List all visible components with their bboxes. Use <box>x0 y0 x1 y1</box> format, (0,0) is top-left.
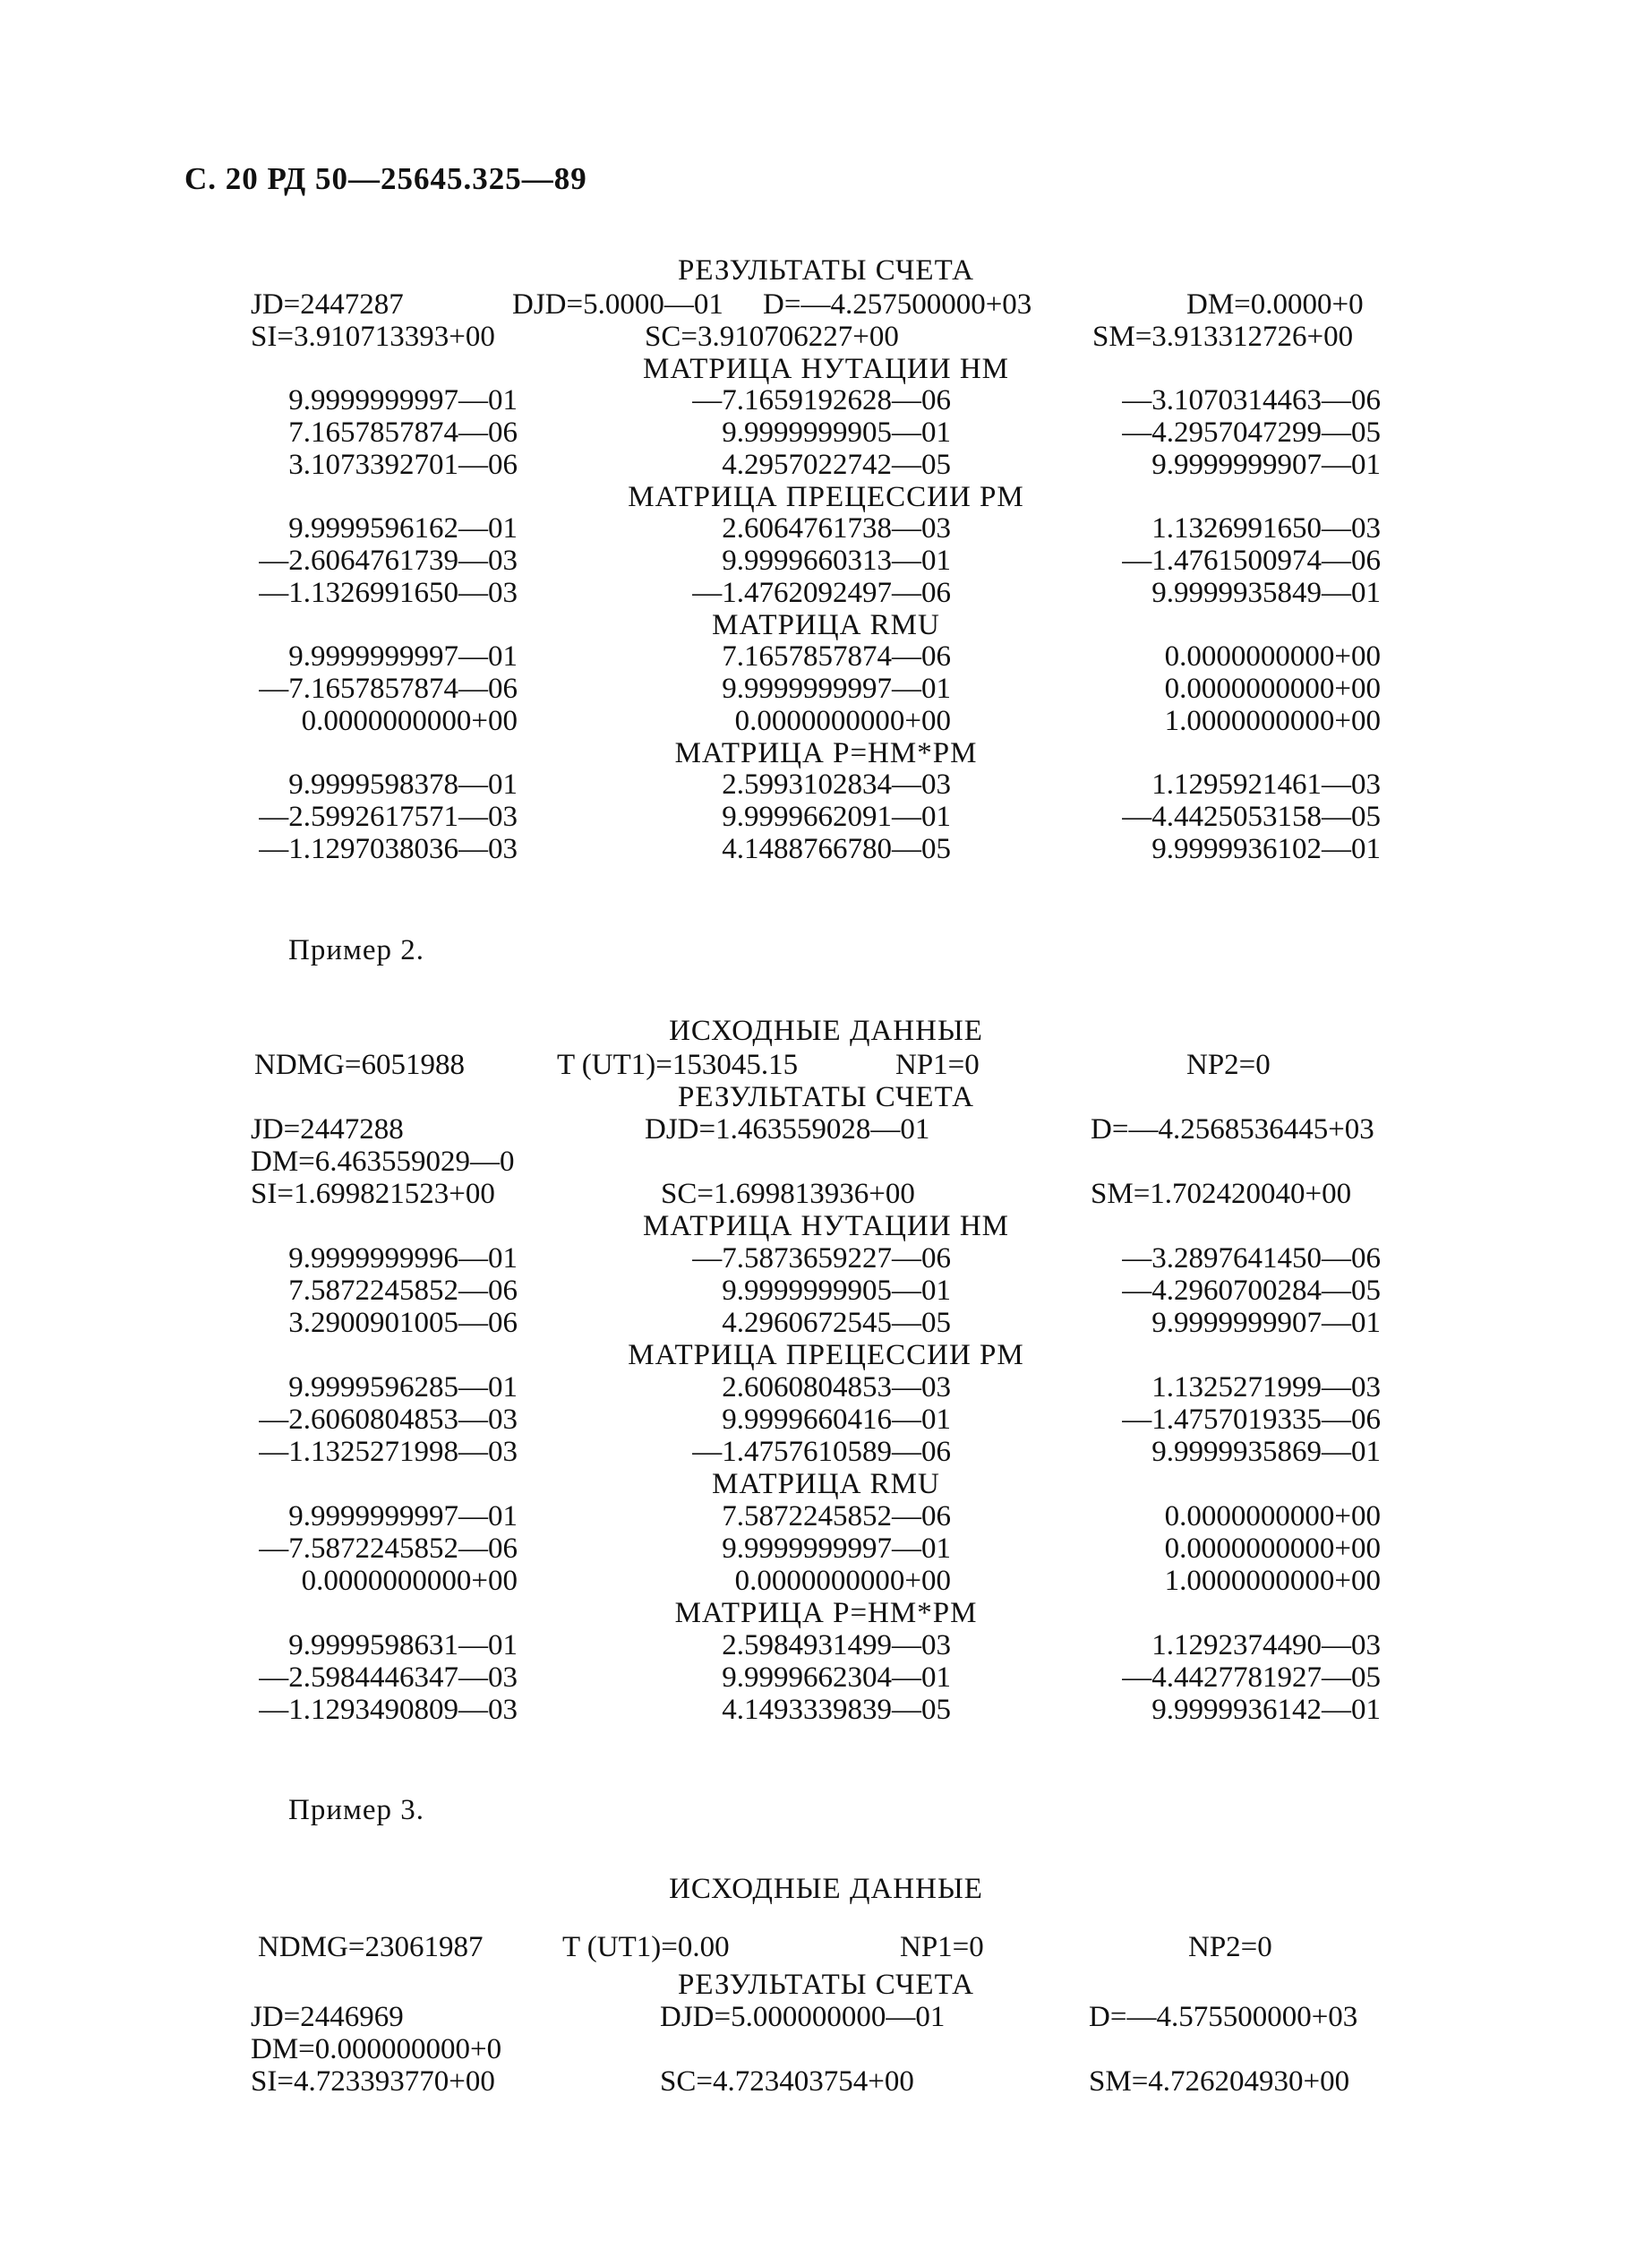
ex1-p-row-1 <box>0 768 1652 801</box>
matrix-cell: 9.9999662304—01 <box>722 1661 951 1694</box>
matrix-cell: 9.9999935849—01 <box>1151 577 1381 609</box>
ex1-pm-row-2 <box>0 545 1652 577</box>
sm-value: SM=3.913312726+00 <box>1092 321 1354 353</box>
ex2-hm-heading <box>0 1210 1652 1242</box>
matrix-cell: 9.9999999997—01 <box>288 1500 518 1532</box>
matrix-cell: —4.4427781927—05 <box>1122 1661 1381 1694</box>
ex1-pm-row-1 <box>0 512 1652 545</box>
ex1-rmu-row-1 <box>0 640 1652 673</box>
matrix-title: МАТРИЦА P=HM*PM <box>674 1597 978 1629</box>
ex2-results-row-dm <box>0 1146 1652 1178</box>
matrix-cell: —3.2897641450—06 <box>1122 1242 1381 1275</box>
matrix-cell: 9.9999660313—01 <box>722 545 951 577</box>
matrix-cell: 9.9999999997—01 <box>722 673 951 705</box>
ex1-p-row-2 <box>0 801 1652 833</box>
matrix-cell: 1.0000000000+00 <box>1164 1565 1381 1597</box>
matrix-cell: 4.2957022742—05 <box>722 449 951 481</box>
matrix-cell: 3.2900901005—06 <box>288 1307 518 1339</box>
matrix-cell: 0.0000000000+00 <box>1164 1500 1381 1532</box>
djd-value: DJD=1.463559028—01 <box>645 1113 930 1146</box>
ex3-results-row-2 <box>0 2065 1652 2098</box>
matrix-title: МАТРИЦА P=HM*PM <box>674 737 978 769</box>
matrix-cell: —4.2960700284—05 <box>1122 1275 1381 1307</box>
matrix-cell: 9.9999596162—01 <box>288 512 518 545</box>
matrix-title: МАТРИЦА НУТАЦИИ HM <box>643 353 1009 385</box>
ex1-hm-row-2 <box>0 416 1652 449</box>
ex2-rmu-row-1 <box>0 1500 1652 1532</box>
np1-value: NP1=0 <box>895 1049 980 1081</box>
si-value: SI=3.910713393+00 <box>251 321 495 353</box>
ex3-results-heading <box>0 1969 1652 2001</box>
d-value: D=—4.575500000+03 <box>1089 2001 1358 2033</box>
matrix-cell: —7.1657857874—06 <box>259 673 518 705</box>
matrix-cell: —1.4762092497—06 <box>692 577 951 609</box>
matrix-cell: 9.9999936102—01 <box>1151 833 1381 865</box>
ex2-hm-row-3 <box>0 1307 1652 1339</box>
matrix-cell: —7.1659192628—06 <box>692 384 951 416</box>
ex1-rmu-row-2 <box>0 673 1652 705</box>
matrix-cell: —2.5992617571—03 <box>259 801 518 833</box>
matrix-cell: —1.4757019335—06 <box>1122 1403 1381 1436</box>
ex2-rmu-row-3 <box>0 1565 1652 1597</box>
matrix-title: МАТРИЦА ПРЕЦЕССИИ PM <box>628 1339 1024 1371</box>
matrix-cell: —3.1070314463—06 <box>1122 384 1381 416</box>
matrix-title: МАТРИЦА RMU <box>712 609 940 641</box>
matrix-cell: 2.6064761738—03 <box>722 512 951 545</box>
ex2-input-heading <box>0 1015 1652 1047</box>
np2-value: NP2=0 <box>1188 1931 1272 1963</box>
np2-value: NP2=0 <box>1186 1049 1271 1081</box>
matrix-cell: 2.6060804853—03 <box>722 1371 951 1403</box>
sc-value: SC=4.723403754+00 <box>660 2065 914 2098</box>
matrix-cell: —4.4425053158—05 <box>1122 801 1381 833</box>
ex1-p-heading <box>0 737 1652 769</box>
ex1-pm-heading <box>0 481 1652 513</box>
matrix-cell: 1.1292374490—03 <box>1151 1629 1381 1661</box>
matrix-cell: —4.2957047299—05 <box>1122 416 1381 449</box>
ex1-results-heading <box>0 254 1652 287</box>
ex2-hm-row-1 <box>0 1242 1652 1275</box>
matrix-cell: 9.9999598378—01 <box>288 768 518 801</box>
matrix-cell: 9.9999935869—01 <box>1151 1436 1381 1468</box>
matrix-cell: 9.9999598631—01 <box>288 1629 518 1661</box>
djd-value: DJD=5.0000—01 <box>512 288 723 321</box>
ex2-p-row-1 <box>0 1629 1652 1661</box>
ex1-rmu-heading <box>0 609 1652 641</box>
ex2-p-row-3 <box>0 1694 1652 1726</box>
jd-value: JD=2447288 <box>251 1113 404 1146</box>
section-title: ИСХОДНЫЕ ДАННЫЕ <box>669 1873 983 1905</box>
ex1-results-row-1 <box>0 288 1652 321</box>
si-value: SI=4.723393770+00 <box>251 2065 495 2098</box>
section-title: РЕЗУЛЬТАТЫ СЧЕТА <box>678 1081 974 1113</box>
np1-value: NP1=0 <box>900 1931 984 1963</box>
matrix-cell: —1.1325271998—03 <box>259 1436 518 1468</box>
d-value: D=—4.2568536445+03 <box>1091 1113 1374 1146</box>
matrix-cell: 2.5984931499—03 <box>722 1629 951 1661</box>
matrix-cell: 1.0000000000+00 <box>1164 705 1381 737</box>
ex2-results-heading <box>0 1081 1652 1113</box>
matrix-cell: 7.1657857874—06 <box>722 640 951 673</box>
ex2-p-heading <box>0 1597 1652 1629</box>
matrix-cell: 9.9999999905—01 <box>722 416 951 449</box>
matrix-cell: 9.9999999997—01 <box>288 640 518 673</box>
section-title: РЕЗУЛЬТАТЫ СЧЕТА <box>678 1969 974 2001</box>
ex2-input-row <box>0 1049 1652 1081</box>
matrix-cell: —1.4757610589—06 <box>692 1436 951 1468</box>
matrix-cell: —2.5984446347—03 <box>259 1661 518 1694</box>
ex2-results-row-1 <box>0 1113 1652 1146</box>
d-value: D=—4.257500000+03 <box>763 288 1032 321</box>
example-2-label: Пример 2. <box>288 934 425 966</box>
matrix-cell: 9.9999999997—01 <box>722 1532 951 1565</box>
matrix-cell: 0.0000000000+00 <box>301 705 518 737</box>
ex3-results-row-1 <box>0 2001 1652 2033</box>
matrix-cell: 9.9999999907—01 <box>1151 1307 1381 1339</box>
matrix-cell: —7.5872245852—06 <box>259 1532 518 1565</box>
matrix-cell: 1.1295921461—03 <box>1151 768 1381 801</box>
matrix-cell: 0.0000000000+00 <box>1164 640 1381 673</box>
matrix-cell: 7.1657857874—06 <box>288 416 518 449</box>
matrix-cell: —1.1293490809—03 <box>259 1694 518 1726</box>
matrix-cell: —1.1326991650—03 <box>259 577 518 609</box>
sc-value: SC=1.699813936+00 <box>661 1178 915 1210</box>
sm-value: SM=4.726204930+00 <box>1089 2065 1350 2098</box>
matrix-cell: 7.5872245852—06 <box>288 1275 518 1307</box>
matrix-cell: 9.9999999907—01 <box>1151 449 1381 481</box>
matrix-cell: 9.9999660416—01 <box>722 1403 951 1436</box>
time-value: T (UT1)=0.00 <box>562 1931 730 1963</box>
ex3-input-heading <box>0 1873 1652 1905</box>
ex2-results-row-2 <box>0 1178 1652 1210</box>
matrix-cell: 0.0000000000+00 <box>734 705 951 737</box>
jd-value: JD=2446969 <box>251 2001 404 2033</box>
ex2-hm-row-2 <box>0 1275 1652 1307</box>
ex1-pm-row-3 <box>0 577 1652 609</box>
time-value: T (UT1)=153045.15 <box>557 1049 799 1081</box>
ex1-hm-row-1 <box>0 384 1652 416</box>
matrix-cell: 9.9999999997—01 <box>288 384 518 416</box>
matrix-cell: —1.1297038036—03 <box>259 833 518 865</box>
dm-value: DM=0.000000000+0 <box>251 2033 502 2065</box>
example-3-label: Пример 3. <box>288 1794 425 1826</box>
ex1-hm-heading <box>0 353 1652 385</box>
matrix-cell: —2.6064761739—03 <box>259 545 518 577</box>
si-value: SI=1.699821523+00 <box>251 1178 495 1210</box>
jd-value: JD=2447287 <box>251 288 404 321</box>
matrix-cell: 4.1493339839—05 <box>722 1694 951 1726</box>
matrix-title: МАТРИЦА НУТАЦИИ HM <box>643 1210 1009 1242</box>
dm-value: DM=6.463559029—0 <box>251 1146 515 1178</box>
ex2-pm-row-2 <box>0 1403 1652 1436</box>
ex3-results-row-dm <box>0 2033 1652 2065</box>
ex1-p-row-3 <box>0 833 1652 865</box>
ndmg-value: NDMG=23061987 <box>258 1931 484 1963</box>
matrix-cell: —7.5873659227—06 <box>692 1242 951 1275</box>
matrix-cell: 0.0000000000+00 <box>301 1565 518 1597</box>
matrix-cell: 0.0000000000+00 <box>734 1565 951 1597</box>
sm-value: SM=1.702420040+00 <box>1091 1178 1352 1210</box>
ex3-input-row <box>0 1931 1652 1963</box>
ex1-hm-row-3 <box>0 449 1652 481</box>
matrix-cell: 9.9999936142—01 <box>1151 1694 1381 1726</box>
matrix-cell: 3.1073392701—06 <box>288 449 518 481</box>
ex2-p-row-2 <box>0 1661 1652 1694</box>
page-header: С. 20 РД 50—25645.325—89 <box>184 161 587 196</box>
matrix-cell: 7.5872245852—06 <box>722 1500 951 1532</box>
matrix-cell: —2.6060804853—03 <box>259 1403 518 1436</box>
matrix-cell: 2.5993102834—03 <box>722 768 951 801</box>
ex2-pm-row-1 <box>0 1371 1652 1403</box>
matrix-cell: 9.9999662091—01 <box>722 801 951 833</box>
sc-value: SC=3.910706227+00 <box>645 321 899 353</box>
dm-value: DM=0.0000+0 <box>1186 288 1364 321</box>
section-title: ИСХОДНЫЕ ДАННЫЕ <box>669 1015 983 1047</box>
section-title: РЕЗУЛЬТАТЫ СЧЕТА <box>678 254 974 287</box>
djd-value: DJD=5.000000000—01 <box>660 2001 946 2033</box>
matrix-cell: —1.4761500974—06 <box>1122 545 1381 577</box>
matrix-cell: 4.1488766780—05 <box>722 833 951 865</box>
matrix-cell: 0.0000000000+00 <box>1164 673 1381 705</box>
matrix-title: МАТРИЦА ПРЕЦЕССИИ PM <box>628 481 1024 513</box>
matrix-cell: 9.9999596285—01 <box>288 1371 518 1403</box>
matrix-cell: 9.9999999996—01 <box>288 1242 518 1275</box>
ndmg-value: NDMG=6051988 <box>254 1049 465 1081</box>
ex2-rmu-row-2 <box>0 1532 1652 1565</box>
matrix-title: МАТРИЦА RMU <box>712 1468 940 1500</box>
ex2-pm-heading <box>0 1339 1652 1371</box>
ex2-rmu-heading <box>0 1468 1652 1500</box>
matrix-cell: 4.2960672545—05 <box>722 1307 951 1339</box>
matrix-cell: 9.9999999905—01 <box>722 1275 951 1307</box>
ex1-results-row-2 <box>0 321 1652 353</box>
matrix-cell: 0.0000000000+00 <box>1164 1532 1381 1565</box>
matrix-cell: 1.1325271999—03 <box>1151 1371 1381 1403</box>
ex2-pm-row-3 <box>0 1436 1652 1468</box>
matrix-cell: 1.1326991650—03 <box>1151 512 1381 545</box>
ex1-rmu-row-3 <box>0 705 1652 737</box>
